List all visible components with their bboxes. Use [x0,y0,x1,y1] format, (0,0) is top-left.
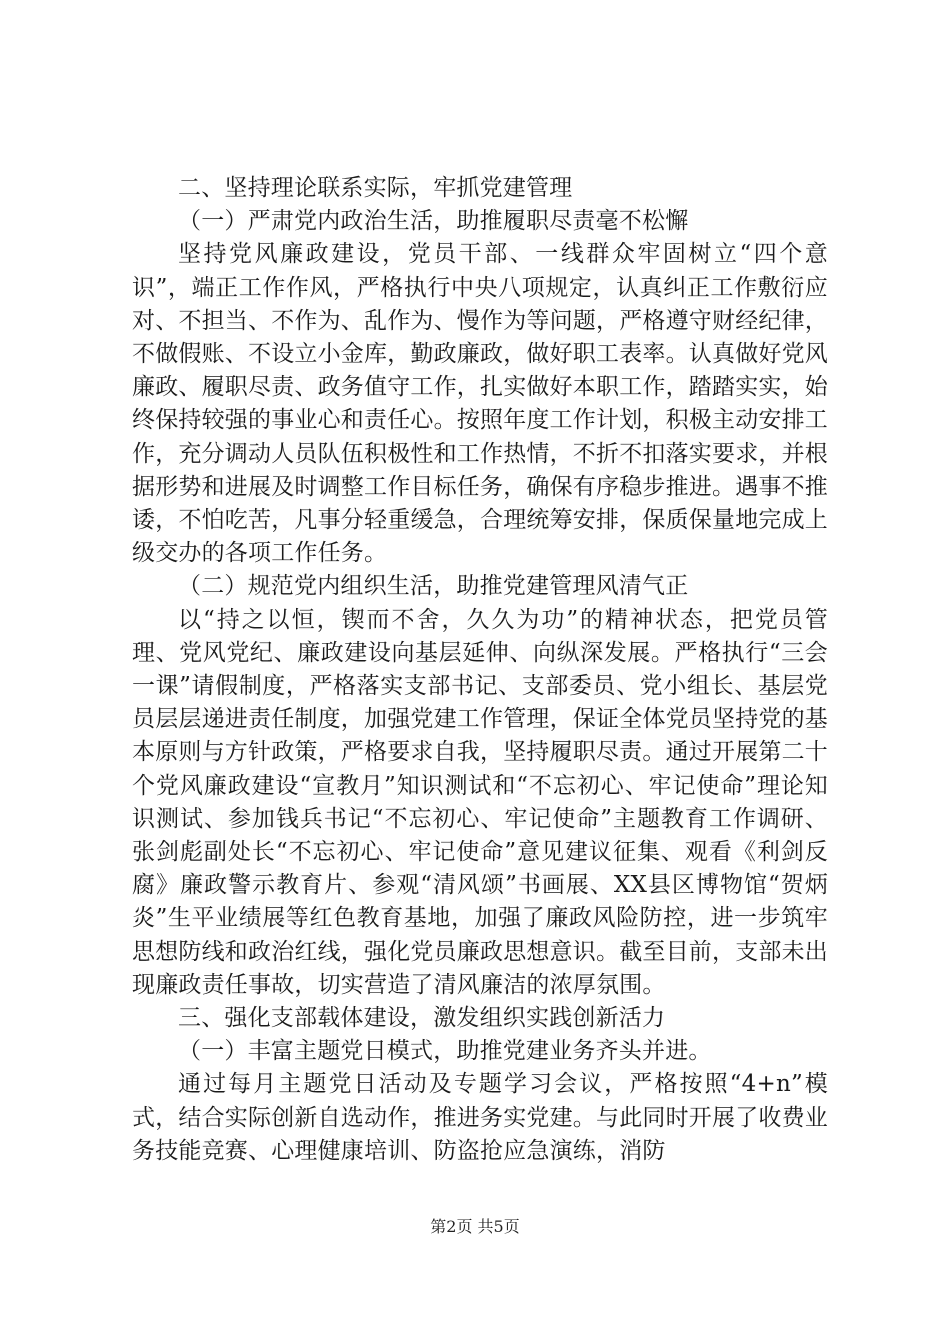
body-paragraph: 坚持党风廉政建设，党员干部、一线群众牢固树立“四个意识”，端正工作作风，严格执行中央八项规定，认真纠正工作敷衍应对、不担当、不作为、乱作为、慢作为等问题，严格遵守财经纪律，不做假账、不设立小金库，勤政廉政，做好职工表率。认真做好党风廉政、履职尽责、政务值守工作，扎实做好本职工作，踏踏实实，始终保持较强的事业心和责任心。按照年度工作计划，积极主动安排工作，充分调动人员队伍积极性和工作热情，不折不扣落实要求，并根据形势和进展及时调整工作目标任务，确保有序稳步推进。遇事不推诿，不怕吃苦，凡事分轻重缓急，合理统筹安排，保质保量地完成上级交办的各项工作任务。 [132,241,828,567]
subsection-heading: （一）丰富主题党日模式，助推党建业务齐头并进。 [178,1038,712,1065]
subsection-heading: （一）严肃党内政治生活，助推履职尽责毫不松懈 [178,208,689,235]
body-paragraph: 通过每月主题党日活动及专题学习会议，严格按照“4+n”模式，结合实际创新自选动作，推进务实党建。与此同时开展了收费业务技能竞赛、心理健康培训、防盗抢应急演练，消防 [132,1071,828,1164]
page-number-footer: 第2页 共5页 [430,1217,520,1236]
document-page [132,172,828,1168]
subsection-heading: （二）规范党内组织生活，助推党建管理风清气正 [178,573,689,600]
section-heading: 二、坚持理论联系实际，牢抓党建管理 [178,175,573,201]
section-heading: 三、强化支部载体建设，激发组织实践创新活力 [178,1005,666,1032]
body-paragraph: 以“持之以恒，锲而不舍，久久为功”的精神状态，把党员管理、党风党纪、廉政建设向基层延伸、向纵深发展。严格执行“三会一课”请假制度，严格落实支部书记、支部委员、党小组长、基层党员层层递进责任制度，加强党建工作管理，保证全体党员坚持党的基本原则与方针政策，严格要求自我，坚持履职尽责。通过开展第二十个党风廉政建设“宣教月”知识测试和“不忘初心、牢记使命”理论知识测试、参加钱兵书记“不忘初心、牢记使命”主题教育工作调研、张剑彪副处长“不忘初心、牢记使命”意见建议征集、观看《利剑反腐》廉政警示教育片、参观“清风颂”书画展、XX县区博物馆“贺炳炎”生平业绩展等红色教育基地，加强了廉政风险防控，进一步筑牢思想防线和政治红线，强化党员廉政思想意识。截至目前，支部未出现廉政责任事故，切实营造了清风廉洁的浓厚氛围。 [132,606,828,998]
